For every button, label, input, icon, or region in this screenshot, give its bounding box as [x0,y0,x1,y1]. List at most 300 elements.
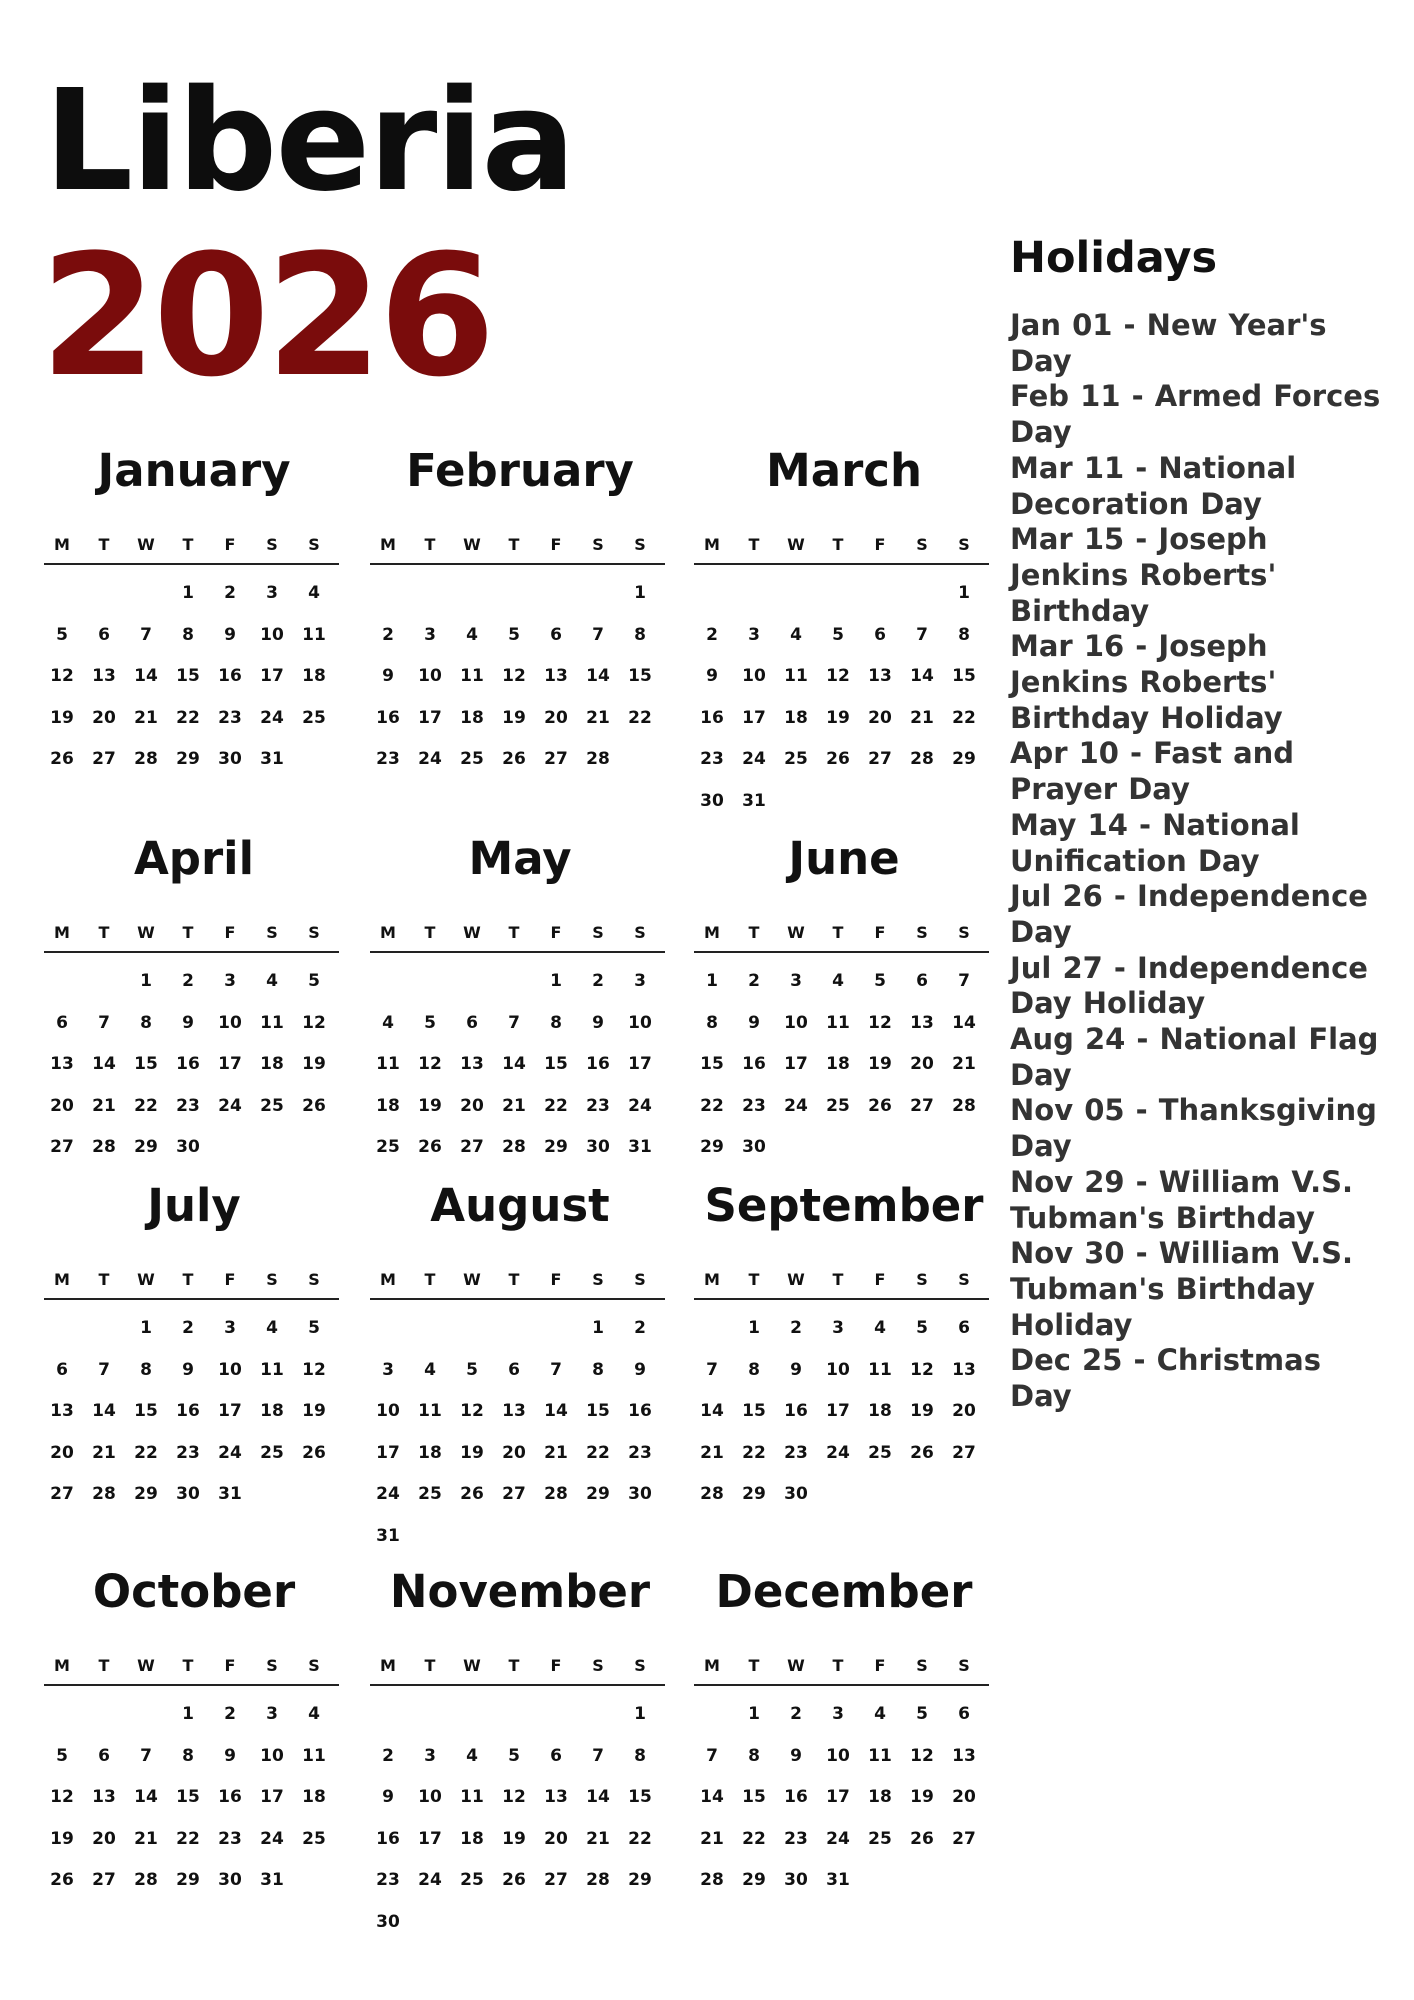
day-cell: 9 [592,1012,604,1033]
day-cell: 10 [376,1401,400,1421]
day-cell: 10 [260,624,284,645]
day-cell: 18 [826,1054,850,1074]
weekday-header: T [748,535,760,554]
day-cell: 8 [182,624,194,645]
day-cell: 19 [826,707,850,728]
day-cell: 10 [826,1359,850,1380]
day-cell: 13 [868,666,892,686]
day-cell: 11 [302,624,326,645]
day-cell: 9 [748,1012,760,1033]
day-cell: 12 [868,1012,892,1033]
month-name: August [430,1179,610,1232]
day-cell: 23 [376,749,400,769]
weekday-header: F [874,1656,886,1675]
day-cell: 23 [176,1095,200,1116]
day-cell: 8 [748,1359,760,1380]
day-cell: 5 [56,1745,68,1766]
day-cell: 14 [502,1054,526,1074]
day-cell: 4 [466,624,478,645]
day-cell: 4 [790,624,802,645]
month-divider [44,1298,339,1300]
day-cell: 18 [302,666,326,686]
month-name: May [468,832,572,885]
day-cell: 7 [140,1745,152,1766]
day-cell: 2 [748,971,760,991]
weekday-header: S [958,535,970,554]
day-cell: 6 [874,624,886,645]
day-cell: 14 [92,1054,116,1074]
day-cell: 7 [592,624,604,645]
day-cell: 3 [424,624,436,645]
weekday-header: S [634,1656,646,1675]
weekday-header: S [634,923,646,942]
day-cell: 15 [176,666,200,686]
day-cell: 18 [868,1401,892,1421]
day-cell: 6 [916,971,928,991]
day-cell: 14 [544,1401,568,1421]
day-cell: 12 [302,1359,326,1380]
day-cell: 4 [266,971,278,991]
weekday-header: F [224,1656,236,1675]
day-cell: 21 [586,707,610,728]
day-cell: 29 [544,1137,568,1157]
day-cell: 27 [868,749,892,769]
day-cell: 26 [502,1870,526,1890]
day-cell: 22 [700,1095,724,1116]
day-cell: 14 [134,666,158,686]
day-cell: 1 [634,583,646,603]
day-cell: 18 [260,1054,284,1074]
day-cell: 14 [586,1787,610,1807]
day-cell: 20 [952,1401,976,1421]
weekday-header: T [424,535,436,554]
weekday-header: M [54,923,70,942]
day-cell: 15 [628,1787,652,1807]
weekday-header-row [370,922,670,944]
weekday-header: T [832,923,844,942]
day-cell: 15 [586,1401,610,1421]
weekday-header: F [874,535,886,554]
day-cell: 25 [418,1484,442,1504]
weekday-header: W [787,923,805,942]
day-cell: 2 [790,1318,802,1338]
day-cell: 18 [260,1401,284,1421]
day-cell: 17 [260,1787,284,1807]
day-cell: 9 [634,1359,646,1380]
weekday-header-row [44,1269,344,1291]
day-cell: 28 [700,1870,724,1890]
day-cell: 30 [700,790,724,811]
day-cell: 13 [910,1012,934,1033]
day-cell: 4 [382,1012,394,1033]
weekday-header: S [916,1656,928,1675]
day-cell: 6 [550,1745,562,1766]
weekday-header: W [787,1656,805,1675]
day-cell: 26 [502,749,526,769]
day-cell: 1 [182,1704,194,1724]
day-cell: 5 [508,1745,520,1766]
day-cell: 25 [784,749,808,769]
day-cell: 16 [376,707,400,728]
day-cell: 6 [466,1012,478,1033]
weekday-header: W [137,1270,155,1289]
day-cell: 14 [700,1787,724,1807]
day-cell: 23 [700,749,724,769]
day-cell: 22 [952,707,976,728]
day-cell: 1 [140,1318,152,1338]
day-cell: 30 [742,1137,766,1157]
day-cell: 21 [700,1442,724,1463]
weekday-header: S [308,1656,320,1675]
day-cell: 24 [826,1828,850,1849]
weekday-header: F [224,535,236,554]
day-cell: 2 [382,1745,394,1766]
holiday-item: Nov 30 - William V.S. Tubman's Birthday Holiday [1010,1236,1354,1342]
month-divider [370,563,665,565]
weekday-header: T [424,1656,436,1675]
weekday-header: W [787,535,805,554]
day-cell: 21 [586,1828,610,1849]
day-cell: 31 [260,1870,284,1890]
day-cell: 20 [910,1054,934,1074]
weekday-header: T [424,1270,436,1289]
weekday-header: M [704,1656,720,1675]
weekday-header: T [508,1656,520,1675]
weekday-header: M [54,1270,70,1289]
day-cell: 14 [92,1401,116,1421]
weekday-header-row [370,1269,670,1291]
day-cell: 2 [592,971,604,991]
day-cell: 20 [92,707,116,728]
weekday-header: T [98,1270,110,1289]
day-cell: 25 [868,1442,892,1463]
day-cell: 19 [910,1401,934,1421]
day-cell: 9 [706,666,718,686]
day-cell: 31 [742,790,766,811]
day-cell: 12 [302,1012,326,1033]
day-cell: 23 [376,1870,400,1890]
day-cell: 7 [140,624,152,645]
day-cell: 26 [910,1442,934,1463]
day-cell: 9 [182,1359,194,1380]
weekday-header: M [704,923,720,942]
day-cell: 5 [308,971,320,991]
weekday-header: M [54,535,70,554]
month-divider [370,1298,665,1300]
day-cell: 31 [628,1137,652,1157]
day-cell: 7 [592,1745,604,1766]
day-cell: 16 [176,1054,200,1074]
day-cell: 28 [92,1137,116,1157]
day-cell: 16 [700,707,724,728]
weekday-header: F [550,1656,562,1675]
day-cell: 4 [466,1745,478,1766]
day-cell: 20 [460,1095,484,1116]
day-cell: 3 [748,624,760,645]
day-cell: 8 [182,1745,194,1766]
day-cell: 13 [502,1401,526,1421]
day-cell: 7 [550,1359,562,1380]
day-cell: 16 [376,1828,400,1849]
month-name: November [389,1565,651,1618]
day-cell: 23 [628,1442,652,1463]
day-cell: 10 [218,1012,242,1033]
day-cell: 15 [544,1054,568,1074]
day-cell: 21 [700,1828,724,1849]
day-cell: 3 [224,1318,236,1338]
month-name: January [97,444,291,497]
day-cell: 12 [826,666,850,686]
day-cell: 22 [628,1828,652,1849]
weekday-header: W [137,1656,155,1675]
month-divider [370,951,665,953]
holiday-item: Dec 25 - Christmas Day [1010,1343,1321,1414]
day-cell: 24 [260,707,284,728]
day-cell: 15 [176,1787,200,1807]
weekday-header: S [634,535,646,554]
day-cell: 6 [550,624,562,645]
day-cell: 14 [134,1787,158,1807]
day-cell: 11 [826,1012,850,1033]
day-cell: 8 [634,1745,646,1766]
weekday-header: S [592,1270,604,1289]
weekday-header: F [550,923,562,942]
day-cell: 20 [544,707,568,728]
weekday-header: M [380,535,396,554]
day-cell: 19 [910,1787,934,1807]
day-cell: 24 [218,1442,242,1463]
day-cell: 22 [628,707,652,728]
day-cell: 11 [460,666,484,686]
day-cell: 18 [302,1787,326,1807]
day-cell: 8 [592,1359,604,1380]
day-cell: 13 [544,666,568,686]
weekday-header: S [266,1656,278,1675]
day-cell: 16 [586,1054,610,1074]
day-cell: 27 [50,1137,74,1157]
holidays-panel [1010,230,1390,1415]
day-cell: 15 [628,666,652,686]
day-cell: 7 [706,1745,718,1766]
day-cell: 24 [784,1095,808,1116]
weekday-header: W [463,923,481,942]
day-cell: 29 [176,749,200,769]
day-cell: 22 [176,1828,200,1849]
day-cell: 19 [418,1095,442,1116]
day-cell: 24 [742,749,766,769]
day-cell: 9 [382,1787,394,1807]
day-cell: 9 [382,666,394,686]
day-cell: 1 [958,583,970,603]
day-cell: 15 [742,1401,766,1421]
day-cell: 4 [832,971,844,991]
day-cell: 26 [910,1828,934,1849]
day-cell: 30 [784,1870,808,1890]
day-cell: 11 [784,666,808,686]
day-cell: 16 [628,1401,652,1421]
day-cell: 13 [952,1359,976,1380]
day-cell: 15 [952,666,976,686]
month-divider [44,951,339,953]
holidays-list [1010,308,1390,1415]
day-cell: 21 [134,1828,158,1849]
day-cell: 27 [502,1484,526,1504]
day-cell: 5 [832,624,844,645]
day-cell: 15 [700,1054,724,1074]
day-cell: 20 [50,1095,74,1116]
weekday-header: F [874,1270,886,1289]
day-cell: 26 [868,1095,892,1116]
day-cell: 7 [958,971,970,991]
day-cell: 21 [134,707,158,728]
day-cell: 4 [874,1318,886,1338]
weekday-header: T [424,923,436,942]
day-cell: 28 [544,1484,568,1504]
day-cell: 26 [50,749,74,769]
day-cell: 13 [92,1787,116,1807]
day-cell: 11 [868,1359,892,1380]
day-cell: 25 [460,1870,484,1890]
holiday-item: Mar 11 - National Decoration Day [1010,450,1297,521]
day-cell: 11 [302,1745,326,1766]
day-cell: 25 [376,1137,400,1157]
day-cell: 18 [868,1787,892,1807]
day-cell: 8 [140,1012,152,1033]
day-cell: 29 [586,1484,610,1504]
holiday-item: Feb 11 - Armed Forces Day [1010,379,1381,450]
day-cell: 29 [176,1870,200,1890]
weekday-header: M [704,1270,720,1289]
weekday-header: S [634,1270,646,1289]
day-cell: 6 [56,1012,68,1033]
day-cell: 10 [218,1359,242,1380]
weekday-header: T [508,1270,520,1289]
day-cell: 8 [958,624,970,645]
day-cell: 1 [140,971,152,991]
day-cell: 19 [302,1054,326,1074]
page-title-country: Liberia [44,60,574,223]
day-cell: 17 [826,1401,850,1421]
day-cell: 12 [418,1054,442,1074]
day-cell: 25 [868,1828,892,1849]
day-cell: 17 [260,666,284,686]
day-cell: 13 [460,1054,484,1074]
month-divider [694,1684,989,1686]
day-cell: 4 [266,1318,278,1338]
weekday-header: T [832,1270,844,1289]
day-cell: 29 [700,1137,724,1157]
weekday-header: T [182,1656,194,1675]
day-cell: 22 [586,1442,610,1463]
weekday-header: W [463,1656,481,1675]
day-cell: 9 [182,1012,194,1033]
day-cell: 12 [460,1401,484,1421]
day-cell: 29 [952,749,976,769]
weekday-header: W [787,1270,805,1289]
holiday-item: Nov 29 - William V.S. Tubman's Birthday [1010,1164,1354,1235]
day-cell: 24 [218,1095,242,1116]
day-cell: 22 [742,1442,766,1463]
day-cell: 25 [302,707,326,728]
day-cell: 24 [418,1870,442,1890]
day-cell: 29 [742,1870,766,1890]
day-cell: 19 [502,707,526,728]
day-cell: 12 [502,666,526,686]
day-cell: 28 [910,749,934,769]
day-cell: 25 [826,1095,850,1116]
day-cell: 3 [634,971,646,991]
holiday-item: Jul 26 - Independence Day [1010,879,1368,949]
day-cell: 31 [218,1484,242,1504]
day-cell: 11 [260,1359,284,1380]
day-cell: 1 [748,1318,760,1338]
day-cell: 29 [628,1870,652,1890]
day-cell: 27 [50,1484,74,1504]
day-cell: 2 [706,624,718,645]
weekday-header: T [508,923,520,942]
day-cell: 30 [176,1484,200,1504]
day-cell: 13 [92,666,116,686]
day-cell: 17 [218,1054,242,1074]
day-cell: 26 [460,1484,484,1504]
holiday-item: Mar 15 - Joseph Jenkins Roberts' Birthday [1010,522,1277,628]
day-cell: 18 [460,707,484,728]
weekday-header: S [958,1270,970,1289]
day-cell: 17 [376,1442,400,1463]
day-cell: 24 [260,1828,284,1849]
day-cell: 23 [784,1442,808,1463]
day-cell: 21 [502,1095,526,1116]
day-cell: 15 [742,1787,766,1807]
day-cell: 2 [382,624,394,645]
day-cell: 8 [748,1745,760,1766]
day-cell: 6 [98,624,110,645]
day-cell: 27 [952,1442,976,1463]
holiday-item: Jul 27 - Independence Day Holiday [1010,950,1368,1021]
month-name: June [788,832,900,885]
day-cell: 26 [302,1095,326,1116]
weekday-header: T [98,1656,110,1675]
day-cell: 5 [916,1318,928,1338]
weekday-header: S [308,535,320,554]
day-cell: 10 [742,666,766,686]
weekday-header-row [44,534,344,556]
day-cell: 8 [706,1012,718,1033]
day-cell: 25 [460,749,484,769]
day-cell: 10 [260,1745,284,1766]
day-cell: 2 [790,1704,802,1724]
day-cell: 16 [176,1401,200,1421]
day-cell: 13 [952,1745,976,1766]
day-cell: 27 [460,1137,484,1157]
weekday-header: S [916,535,928,554]
weekday-header-row [694,1655,994,1677]
day-cell: 19 [502,1828,526,1849]
weekday-header: T [832,535,844,554]
weekday-header: S [308,1270,320,1289]
holiday-item: Mar 16 - Joseph Jenkins Roberts' Birthday Holiday [1010,629,1283,735]
month-divider [370,1684,665,1686]
day-cell: 18 [784,707,808,728]
weekday-header: T [832,1656,844,1675]
day-cell: 27 [92,1870,116,1890]
weekday-header: S [916,1270,928,1289]
day-cell: 16 [218,666,242,686]
day-cell: 26 [418,1137,442,1157]
day-cell: 28 [134,1870,158,1890]
month-name: October [92,1565,296,1618]
weekday-header: M [704,535,720,554]
